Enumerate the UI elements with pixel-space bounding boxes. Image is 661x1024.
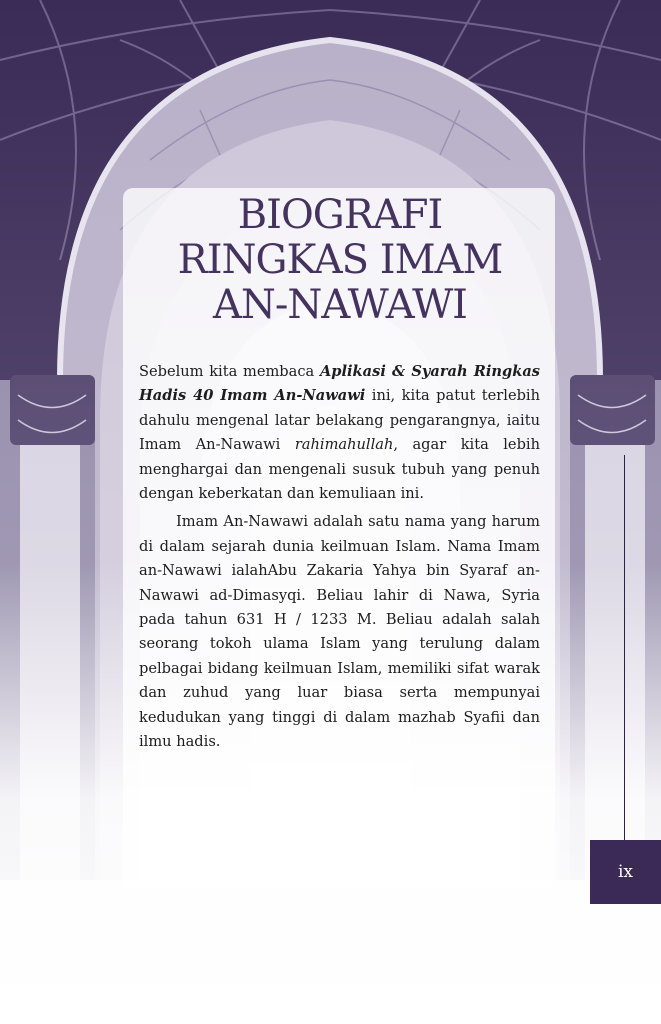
paragraph-1-part-2: ini, kita patut terlebih dahulu mengenal latar belakang pengarangnya, iaitu Imam An-Nawawi bbox=[139, 387, 540, 454]
title-line-3: AN-NAWAWI bbox=[213, 282, 467, 328]
margin-line bbox=[624, 455, 625, 840]
title-line-2: RINGKAS IMAM bbox=[177, 237, 503, 283]
book-title: Aplikasi & Syarah Ringkas Hadis 40 Imam An-Nawawi bbox=[139, 363, 540, 405]
paragraph-2: Imam An-Nawawi adalah satu nama yang harum di dalam sejarah dunia keilmuan Islam. Nama Imam an-Nawawi ialahAbu Zakaria Yahya bin Syaraf an-Nawawi ad-Dimasyqi. Beliau lahir di Nawa, Syria pada tahun 631 H / 1233 M. Beliau adalah salah seorang tokoh ulama Islam yang terulung dalam pelbagai bidang keilmuan Islam, memiliki sifat warak dan zuhud yang luar biasa serta mempunyai kedudukan yang tinggi di dalam mazhab Syafii dan ilmu hadis. bbox=[139, 513, 540, 751]
honorific: rahimahullah bbox=[294, 436, 394, 454]
body-text bbox=[139, 360, 540, 755]
page-number: ix bbox=[590, 840, 661, 904]
paragraph-1 bbox=[139, 360, 540, 506]
paragraph-1-part-3: , agar kita lebih menghargai dan mengenali susuk tubuh yang penuh dengan keberkatan dan kemuliaan ini. bbox=[139, 436, 540, 503]
paragraph-1-part-1: Sebelum kita membaca bbox=[139, 363, 320, 380]
title-line-1: BIOGRAFI bbox=[237, 192, 443, 238]
page-title bbox=[120, 193, 560, 328]
